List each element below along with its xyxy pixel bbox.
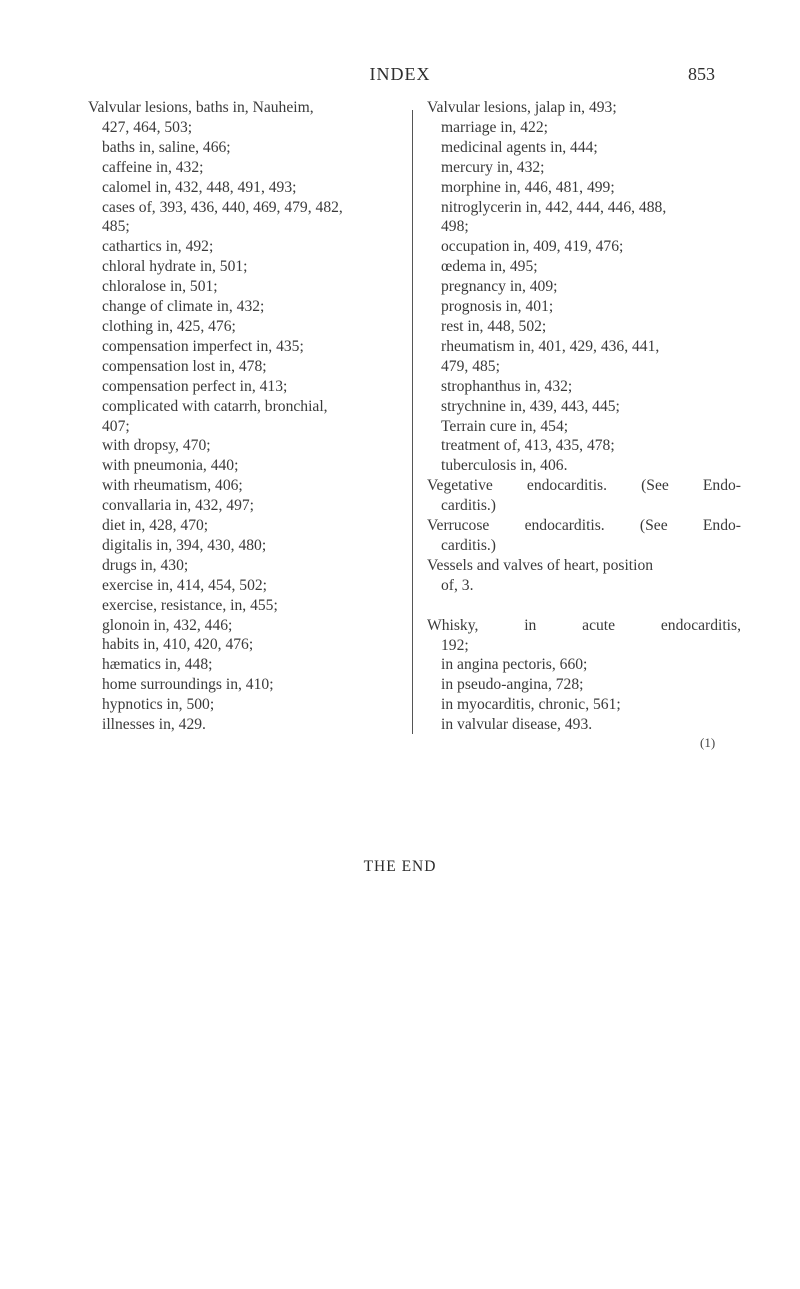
column-divider (412, 110, 413, 734)
index-sub-entry: 427, 464, 503; (102, 118, 193, 136)
index-column-right (427, 98, 741, 735)
index-sub-entry: home surroundings in, 410; (102, 676, 274, 694)
index-sub-entry: carditis.) (441, 497, 496, 515)
index-sub-entry: 192; (441, 636, 469, 654)
index-sub-entry: exercise in, 414, 454, 502; (102, 576, 267, 594)
index-sub-entry: caffeine in, 432; (102, 158, 204, 176)
index-sub-entry: calomel in, 432, 448, 491, 493; (102, 178, 297, 196)
index-sub-entry: morphine in, 446, 481, 499; (441, 178, 615, 196)
index-sub-entry: with dropsy, 470; (102, 437, 211, 455)
index-sub-entry: compensation perfect in, 413; (102, 377, 288, 395)
index-sub-entry: compensation imperfect in, 435; (102, 337, 304, 355)
index-main-entry: Verrucose endocarditis. (See Endo- (427, 517, 741, 535)
index-sub-entry: in angina pectoris, 660; (441, 656, 588, 674)
index-sub-entry: medicinal agents in, 444; (441, 138, 598, 156)
index-sub-entry: glonoin in, 432, 446; (102, 616, 233, 634)
index-sub-entry: in myocarditis, chronic, 561; (441, 696, 621, 714)
index-sub-entry: chloral hydrate in, 501; (102, 258, 248, 276)
index-sub-entry: convallaria in, 432, 497; (102, 497, 255, 515)
index-sub-entry: carditis.) (441, 536, 496, 554)
index-sub-entry: complicated with catarrh, bronchial, (102, 397, 328, 415)
index-sub-entry: cathartics in, 492; (102, 238, 214, 256)
index-main-entry: Vessels and valves of heart, position (427, 556, 654, 574)
index-sub-entry: rest in, 448, 502; (441, 317, 547, 335)
index-sub-entry: treatment of, 413, 435, 478; (441, 437, 615, 455)
bracket-mark: (1) (700, 735, 716, 750)
index-sub-entry: chloralose in, 501; (102, 278, 218, 296)
index-sub-entry: baths in, saline, 466; (102, 138, 231, 156)
index-sub-entry: with pneumonia, 440; (102, 457, 239, 475)
the-end-footer: THE END (363, 858, 437, 875)
index-main-entry: Valvular lesions, jalap in, 493; (427, 99, 617, 116)
page-header-title: INDEX (369, 64, 431, 84)
index-sub-entry: strophanthus in, 432; (441, 377, 573, 395)
index-sub-entry: in pseudo-angina, 728; (441, 676, 584, 694)
index-sub-entry: cases of, 393, 436, 440, 469, 479, 482, (102, 198, 343, 216)
index-sub-entry: in valvular disease, 493. (441, 716, 593, 734)
index-sub-entry: habits in, 410, 420, 476; (102, 636, 254, 654)
index-sub-entry: œdema in, 495; (441, 258, 538, 276)
index-main-entry: Vegetative endocarditis. (See Endo- (427, 477, 741, 495)
index-sub-entry: occupation in, 409, 419, 476; (441, 238, 624, 256)
index-sub-entry: change of climate in, 432; (102, 298, 265, 316)
index-main-entry: Whisky, in acute endocarditis, (427, 616, 741, 634)
index-sub-entry: marriage in, 422; (441, 118, 548, 136)
index-sub-entry: digitalis in, 394, 430, 480; (102, 536, 267, 554)
index-sub-entry: nitroglycerin in, 442, 444, 446, 488, (441, 198, 667, 216)
index-column-left (88, 98, 406, 735)
index-sub-entry: tuberculosis in, 406. (441, 457, 568, 475)
index-main-entry: Valvular lesions, baths in, Nauheim, (88, 99, 314, 116)
index-sub-entry: 479, 485; (441, 357, 500, 375)
index-sub-entry: drugs in, 430; (102, 556, 189, 574)
index-sub-entry: exercise, resistance, in, 455; (102, 596, 278, 614)
index-sub-entry: pregnancy in, 409; (441, 278, 558, 296)
page-number: 853 (688, 64, 715, 84)
index-sub-entry: Terrain cure in, 454; (441, 417, 569, 435)
index-sub-entry: illnesses in, 429. (102, 716, 206, 734)
index-sub-entry: 485; (102, 218, 130, 236)
index-sub-entry: 407; (102, 417, 130, 435)
index-sub-entry: diet in, 428, 470; (102, 517, 209, 535)
index-sub-entry: of, 3. (441, 576, 474, 594)
index-sub-entry: clothing in, 425, 476; (102, 317, 236, 335)
index-sub-entry: prognosis in, 401; (441, 298, 554, 316)
index-sub-entry: 498; (441, 218, 469, 236)
entry-gap (427, 596, 741, 616)
index-sub-entry: strychnine in, 439, 443, 445; (441, 397, 620, 415)
index-sub-entry: compensation lost in, 478; (102, 357, 267, 375)
index-sub-entry: hæmatics in, 448; (102, 656, 213, 674)
index-sub-entry: with rheumatism, 406; (102, 477, 243, 495)
index-sub-entry: hypnotics in, 500; (102, 696, 215, 714)
index-sub-entry: rheumatism in, 401, 429, 436, 441, (441, 337, 660, 355)
index-sub-entry: mercury in, 432; (441, 158, 545, 176)
